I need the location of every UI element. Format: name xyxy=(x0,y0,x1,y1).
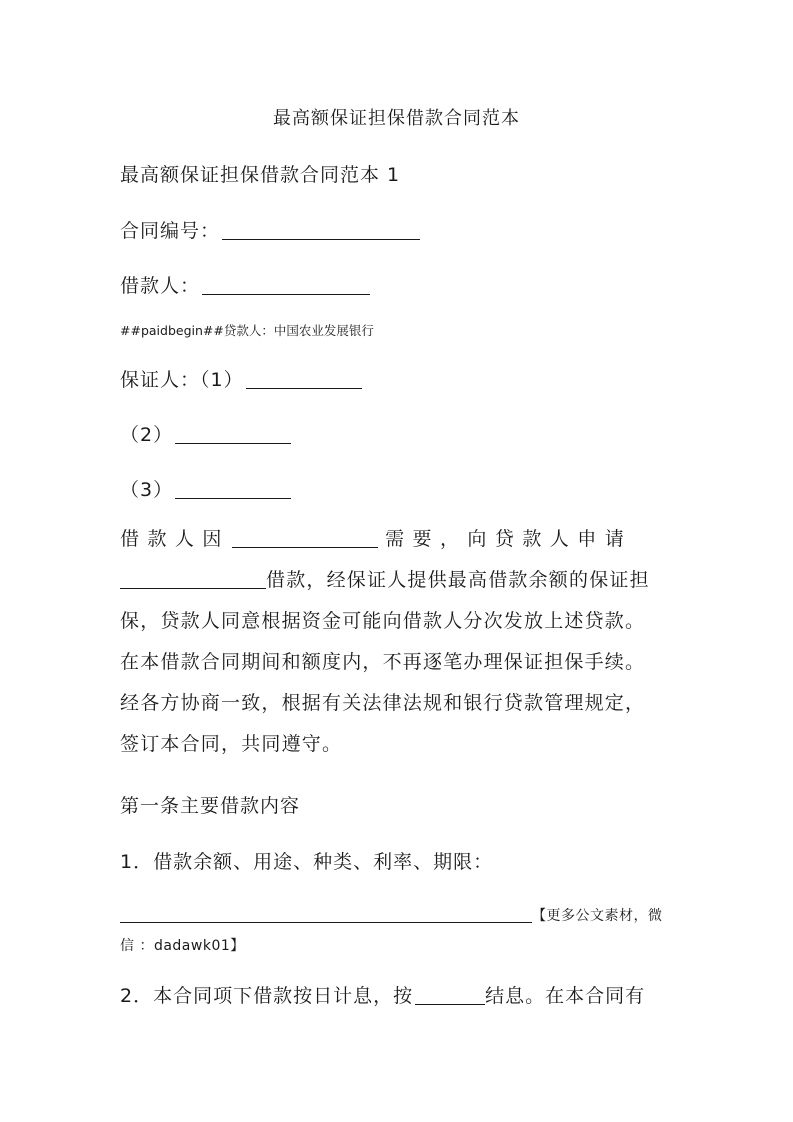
article-1-heading: 第一条主要借款内容 xyxy=(120,795,301,817)
interest-period-blank xyxy=(415,985,485,1005)
intro-word: 人 xyxy=(549,528,570,550)
item-1-blank xyxy=(120,903,532,923)
intro-word: 需 xyxy=(385,528,406,550)
guarantor-3-label: （3） xyxy=(120,479,174,501)
intro-word: 请 xyxy=(604,528,625,550)
intro-line-5: 经各方协商一致，根据有关法律法规和银行贷款管理规定， xyxy=(120,692,646,714)
lender-text: 贷款人：中国农业发展银行 xyxy=(223,323,374,338)
intro-word: 向 xyxy=(467,528,488,550)
watermark-text-2: 信 ：dadawk01】 xyxy=(120,938,245,954)
item-1: 1．借款余额、用途、种类、利率、期限： xyxy=(120,851,494,873)
intro-word: 申 xyxy=(577,528,598,550)
contract-number-blank xyxy=(222,220,420,240)
guarantor-line-1 xyxy=(120,365,362,392)
watermark-text-1: 【更多公文素材，微 xyxy=(532,908,663,924)
intro-word: ， xyxy=(439,528,461,550)
intro-line-3: 保，贷款人同意根据资金可能向借款人分次发放上述贷款。 xyxy=(120,610,646,632)
intro-word: 人 xyxy=(174,528,196,550)
intro-word: 款 xyxy=(522,528,543,550)
intro-line-4: 在本借款合同期间和额度内，不再逐笔办理保证担保手续。 xyxy=(120,651,646,673)
subtitle: 最高额保证担保借款合同范本 1 xyxy=(120,164,401,186)
borrower-label: 借款人： xyxy=(120,275,201,297)
contract-number-line xyxy=(120,216,420,243)
intro-line-1 xyxy=(120,519,674,560)
intro-paragraph xyxy=(120,519,674,765)
amount-blank xyxy=(120,569,266,589)
guarantor-line-3 xyxy=(120,475,291,502)
guarantor-line-2 xyxy=(120,420,291,447)
item-2-text-a: 2．本合同项下借款按日计息，按 xyxy=(120,985,414,1007)
guarantor-2-label: （2） xyxy=(120,424,174,446)
borrower-line xyxy=(120,271,370,298)
paid-marker: ##paidbegin## xyxy=(120,323,224,338)
guarantor-1-blank xyxy=(246,369,362,389)
intro-word: 款 xyxy=(147,528,168,550)
guarantor-2-blank xyxy=(175,424,291,444)
intro-line-2 xyxy=(120,560,674,601)
intro-word: 要 xyxy=(412,528,433,550)
intro-word: 借 xyxy=(120,528,141,550)
purpose-blank xyxy=(232,528,378,548)
item-2-text-b: 结息。在本合同有 xyxy=(485,985,646,1007)
guarantor-3-blank xyxy=(175,479,291,499)
intro-line-6: 签订本合同，共同遵守。 xyxy=(120,733,343,755)
guarantor-label: 保证人：（1） xyxy=(120,369,244,391)
borrower-blank xyxy=(202,275,370,295)
intro-word: 贷 xyxy=(494,528,516,550)
item-1-answer-line xyxy=(120,903,663,925)
intro-text: 借款，经保证人提供最高借款余额的保证担 xyxy=(266,569,650,591)
contract-number-label: 合同编号： xyxy=(120,220,221,242)
lender-line xyxy=(120,321,374,339)
item-2 xyxy=(120,981,645,1008)
document-title: 最高额保证担保借款合同范本 xyxy=(273,108,520,129)
intro-word: 因 xyxy=(202,528,223,550)
